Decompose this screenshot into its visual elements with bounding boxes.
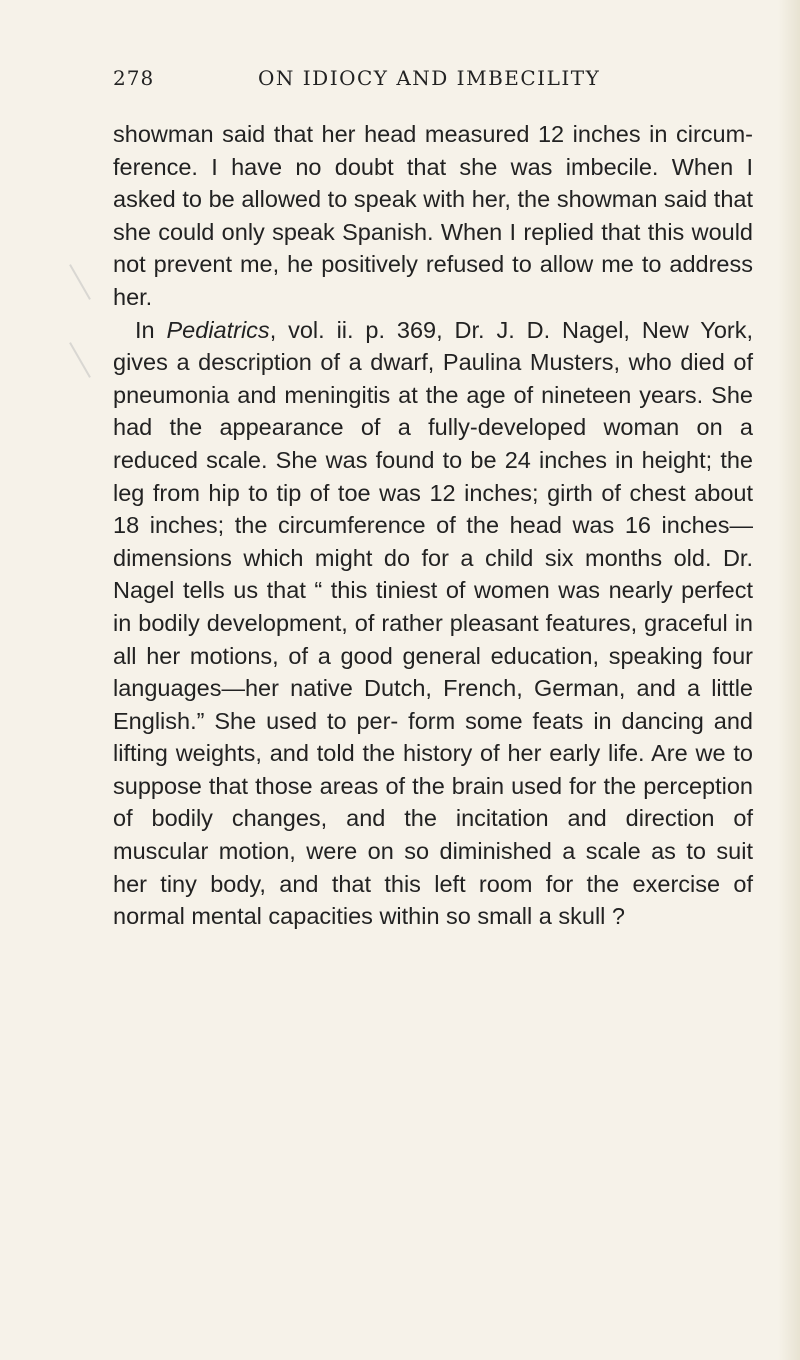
paragraph-2-text: , vol. ii. p. 369, Dr. J. D. Nagel, New York, gives a description of a dwarf, Paulina Musters, who died of pneumonia and meningitis at the age of nineteen years. She had the appearance of a fully-developed woman on a reduced scale. She was found to be 24 inches in height; the leg from hip to tip of toe was 12 inches; girth of chest about 18 inches; the circumference of the head was 16 inches—dimensions which might do for a child six months old. Dr. Nagel tells us that “ this tiniest of women was nearly perfect in bodily development, of rather pleasant features, graceful in all her motions, of a good general education, speaking four languages—her native Dutch, French, German, and a little English.” She used to per- form some feats in dancing and lifting weights, and told the history of her early life. Are we to suppose that those areas of the brain used for the perception of bodily changes, and the incitation and direction of muscular motion, were on so diminished a scale as to suit her tiny body, and that this left room for the exercise of normal mental capacities within so small a skull ? (113, 316, 753, 930)
page-number: 278 (113, 66, 155, 90)
running-head: ON IDIOCY AND IMBECILITY (258, 66, 601, 90)
page-edge-shadow (778, 0, 800, 1360)
page-header (113, 66, 753, 96)
paragraph-1 (113, 118, 753, 314)
margin-pencil-mark (69, 264, 91, 300)
paragraph-2 (113, 314, 753, 933)
paragraph-1-text: showman said that her head measured 12 inches in circum- ference. I have no doubt that she was imbecile. When I asked to be allowed to speak with her, the showman said that she could only speak Spanish. When I replied that this would not prevent me, he positively refused to allow me to address her. (113, 121, 753, 310)
paragraph-2-lead: In (135, 316, 167, 343)
journal-title: Pediatrics (166, 316, 270, 343)
body-text (113, 118, 753, 933)
margin-pencil-mark (69, 342, 91, 378)
